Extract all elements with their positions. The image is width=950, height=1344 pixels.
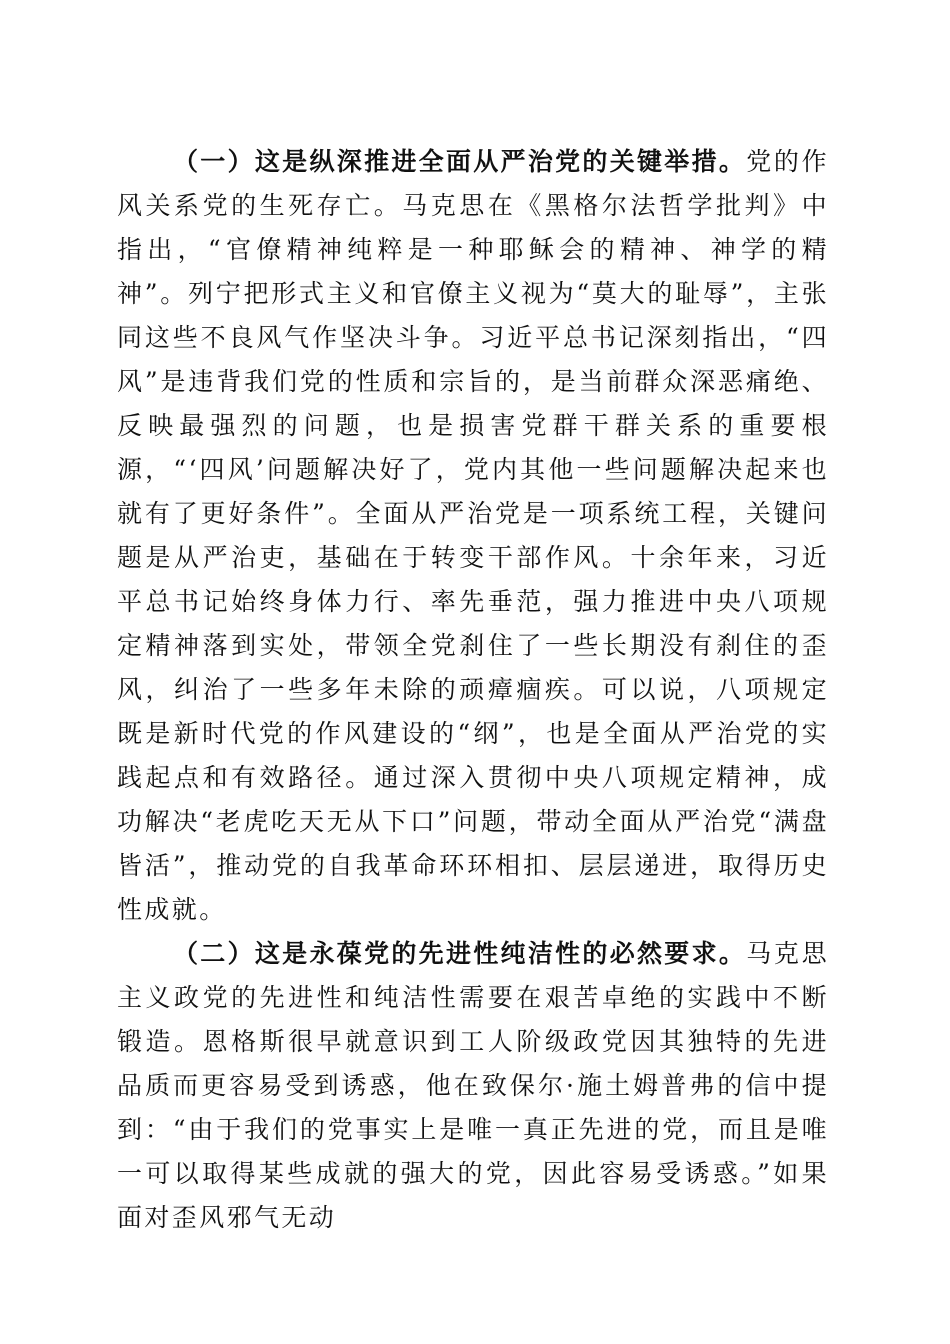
document-body bbox=[117, 140, 829, 1240]
paragraph-2-text: 马克思主义政党的先进性和纯洁性需要在艰苦卓绝的实践中不断锻造。恩格斯很早就意识到工人阶级政党因其独特的先进品质而更容易受到诱惑，他在致保尔·施土姆普弗的信中提到：“由于我们的党事实上是唯一真正先进的党，而且是唯一可以取得某些成就的强大的党，因此容易受诱惑。”如果面对歪风邪气无动 bbox=[117, 939, 829, 1232]
paragraph-2 bbox=[117, 932, 829, 1240]
paragraph-1-text: 党的作风关系党的生死存亡。马克思在《黑格尔法哲学批判》中指出，“官僚精神纯粹是一种耶稣会的精神、神学的精神”。列宁把形式主义和官僚主义视为“莫大的耻辱”，主张同这些不良风气作坚决斗争。习近平总书记深刻指出，“四风”是违背我们党的性质和宗旨的，是当前群众深恶痛绝、反映最强烈的问题，也是损害党群干群关系的重要根源，“‘四风’问题解决好了，党内其他一些问题解决起来也就有了更好条件”。全面从严治党是一项系统工程，关键问题是从严治吏，基础在于转变干部作风。十余年来，习近平总书记始终身体力行、率先垂范，强力推进中央八项规定精神落到实处，带领全党刹住了一些长期没有刹住的歪风，纠治了一些多年未除的顽瘴痼疾。可以说，八项规定既是新时代党的作风建设的“纲”，也是全面从严治党的实践起点和有效路径。通过深入贯彻中央八项规定精神，成功解决“老虎吃天无从下口”问题，带动全面从严治党“满盘皆活”，推动党的自我革命环环相扣、层层递进，取得历史性成就。 bbox=[117, 147, 829, 924]
paragraph-1-heading: （一）这是纵深推进全面从严治党的关键举措。 bbox=[173, 147, 747, 176]
paragraph-1 bbox=[117, 140, 829, 932]
paragraph-2-heading: （二）这是永葆党的先进性纯洁性的必然要求。 bbox=[173, 939, 747, 968]
